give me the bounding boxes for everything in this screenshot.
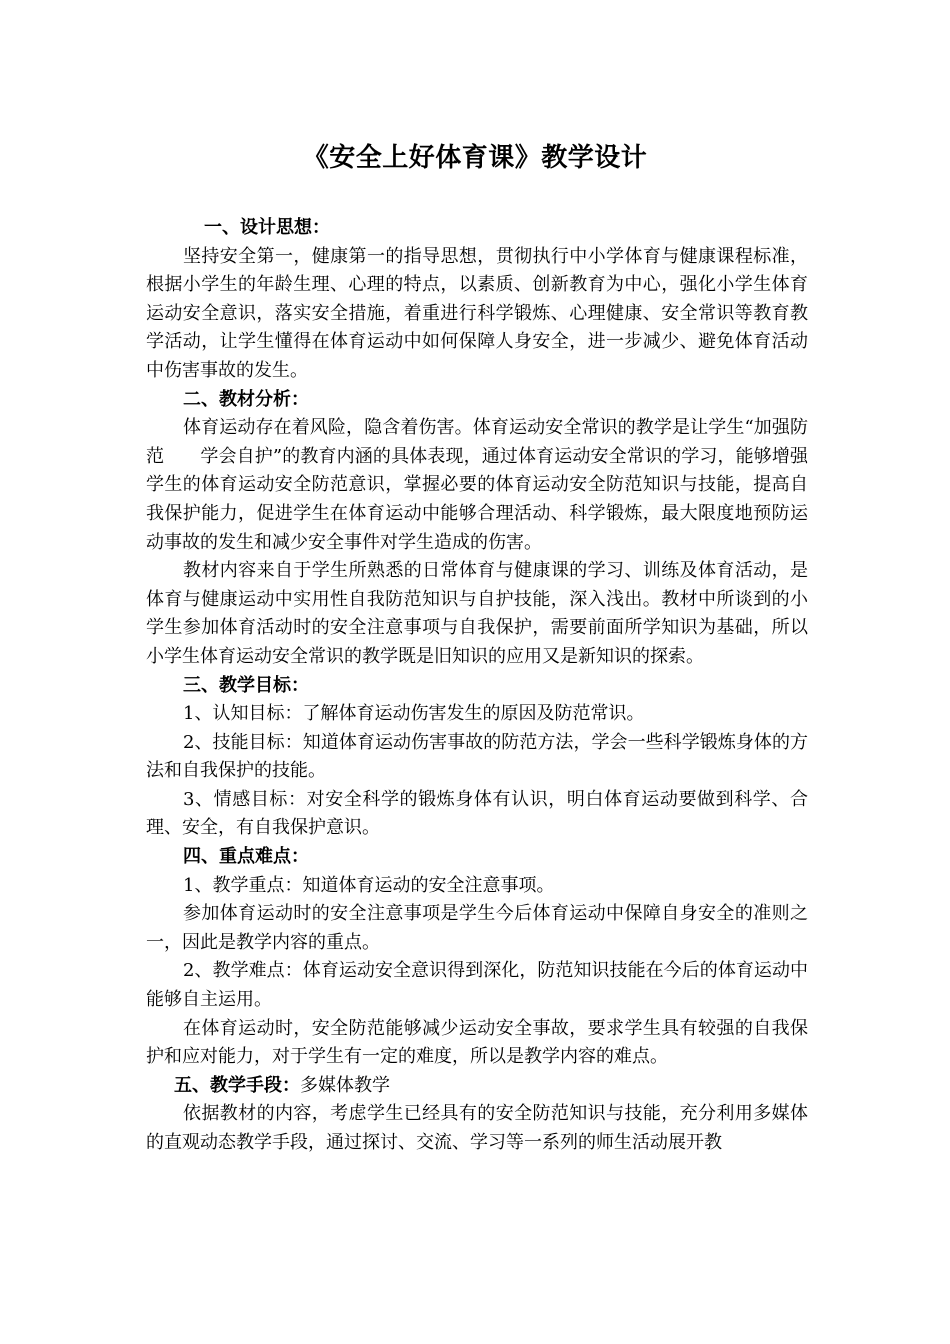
paragraph: 1、教学重点：知道体育运动的安全注意事项。 [183,874,555,896]
paragraph: 在体育运动时，安全防范能够减少运动安全事故，要求学生具有较强的自我保护和应对能力，对于学生有一定的难度，所以是教学内容的难点。 [146,1017,808,1068]
paragraph: 3、情感目标：对安全科学的锻炼身体有认识，明白体育运动要做到科学、合理、安全，有自我保护意识。 [146,788,808,839]
section-heading-teaching-means [146,1072,808,1101]
document-title: 《安全上好体育课》教学设计 [302,143,648,173]
section-heading-suffix: 多媒体教学 [300,1074,390,1096]
paragraph: 教材内容来自于学生所熟悉的日常体育与健康课的学习、训练及体育活动，是体育与健康运动中实用性自我防范知识与自护技能，深入浅出。教材中所谈到的小学生参加体育活动时的安全注意事项与自我保护，需要前面所学知识为基础，所以小学生体育运动安全常识的教学既是旧知识的应用又是新知识的探索。 [146,560,808,667]
section-heading-teaching-goals: 三、教学目标： [183,674,309,696]
paragraph: 体育运动存在着风险，隐含着伤害。体育运动安全常识的教学是让学生“加强防范 学会自护”的教育内涵的具体表现，通过体育运动安全常识的学习，能够增强学生的体育运动安全防范意识，掌握必要的体育运动安全防范知识与技能，提高自我保护能力，促进学生在体育运动中能够合理活动、科学锻炼，最大限度地预防运动事故的发生和减少安全事件对学生造成的伤害。 [146,417,808,553]
paragraph: 2、技能目标：知道体育运动伤害事故的防范方法，学会一些科学锻炼身体的方法和自我保护的技能。 [146,731,808,782]
section-heading-material-analysis: 二、教材分析： [183,388,309,410]
document-body [146,214,808,1158]
section-heading-design-thought: 一、设计思想： [204,217,330,238]
paragraph: 坚持安全第一，健康第一的指导思想，贯彻执行中小学体育与健康课程标准，根据小学生的年龄生理、心理的特点，以素质、创新教育为中心，强化小学生体育运动安全意识，落实安全措施，着重进行科学锻炼、心理健康、安全常识等教育教学活动，让学生懂得在体育运动中如何保障人身安全，进一步减少、避免体育活动中伤害事故的发生。 [146,245,808,381]
section-heading-key-difficulties: 四、重点难点： [183,846,309,868]
section-heading-label: 五、教学手段： [174,1074,300,1096]
paragraph: 参加体育运动时的安全注意事项是学生今后体育运动中保障自身安全的准则之一，因此是教学内容的重点。 [146,903,808,953]
paragraph: 2、教学难点：体育运动安全意识得到深化，防范知识技能在今后的体育运动中能够自主运用。 [146,960,808,1011]
paragraph: 依据教材的内容，考虑学生已经具有的安全防范知识与技能，充分利用多媒体的直观动态教学手段，通过探讨、交流、学习等一系列的师生活动展开教 [146,1103,808,1153]
paragraph: 1、认知目标：了解体育运动伤害发生的原因及防范常识。 [183,703,645,725]
